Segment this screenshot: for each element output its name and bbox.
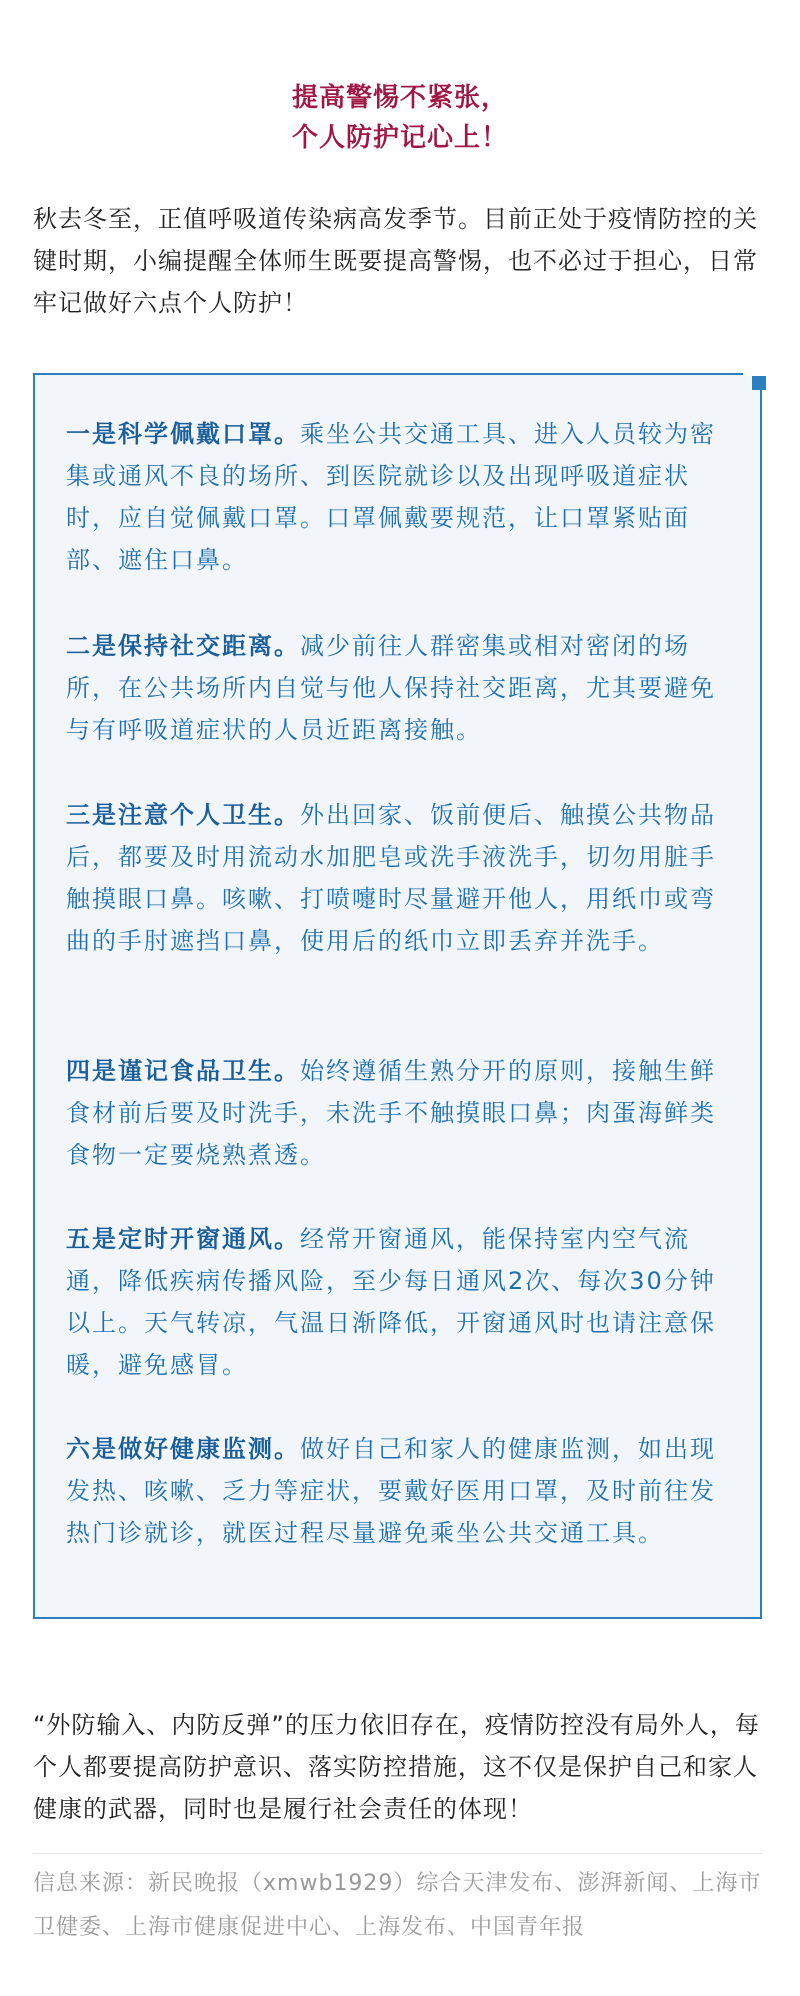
tip-5 xyxy=(66,1218,738,1386)
tip-3-lead: 三是注意个人卫生。 xyxy=(66,801,300,829)
box-corner-square xyxy=(752,376,766,390)
tip-4-lead: 四是谨记食品卫生。 xyxy=(66,1057,300,1085)
tip-2-body: 减少前往人群密集或相对密闭的场所，在公共场所内自觉与他人保持社交距离，尤其要避免与有呼吸道症状的人员近距离接触。 xyxy=(66,632,716,744)
tip-6-body: 做好自己和家人的健康监测，如出现发热、咳嗽、乏力等症状，要戴好医用口罩，及时前往发热门诊就诊，就医过程尽量避免乘坐公共交通工具。 xyxy=(66,1435,716,1547)
tip-1-lead: 一是科学佩戴口罩。 xyxy=(66,420,300,448)
tip-6-lead: 六是做好健康监测。 xyxy=(66,1435,300,1463)
tip-4-body: 始终遵循生熟分开的原则，接触生鲜食材前后要及时洗手，未洗手不触摸眼口鼻；肉蛋海鲜类食物一定要烧熟煮透。 xyxy=(66,1057,716,1169)
tip-5-lead: 五是定时开窗通风。 xyxy=(66,1225,300,1253)
tip-3 xyxy=(66,794,738,962)
tip-5-body: 经常开窗通风，能保持室内空气流通，降低疾病传播风险，至少每日通风2次、每次30分钟以上。天气转凉，气温日渐降低，开窗通风时也请注意保暖，避免感冒。 xyxy=(66,1225,716,1379)
tip-1 xyxy=(66,413,738,581)
intro-paragraph: 秋去冬至，正值呼吸道传染病高发季节。目前正处于疫情防控的关键时期，小编提醒全体师生既要提高警惕，也不必过于担心，日常牢记做好六点个人防护！ xyxy=(33,205,758,317)
source-divider xyxy=(33,1853,763,1854)
tip-2 xyxy=(66,625,738,751)
tip-4 xyxy=(66,1050,738,1176)
tip-2-lead: 二是保持社交距离。 xyxy=(66,632,300,660)
tip-3-body: 外出回家、饭前便后、触摸公共物品后，都要及时用流动水加肥皂或洗手液洗手，切勿用脏手触摸眼口鼻。咳嗽、打喷嚏时尽量避开他人，用纸巾或弯曲的手肘遮挡口鼻，使用后的纸巾立即丢弃并洗手。 xyxy=(66,801,716,955)
source-credit: 信息来源：新民晚报（xmwb1929）综合天津发布、澎湃新闻、上海市卫健委、上海市健康促进中心、上海发布、中国青年报 xyxy=(33,1871,762,1940)
tip-6 xyxy=(66,1428,738,1554)
tip-1-body: 乘坐公共交通工具、进入人员较为密集或通风不良的场所、到医院就诊以及出现呼吸道症状时，应自觉佩戴口罩。口罩佩戴要规范，让口罩紧贴面部、遮住口鼻。 xyxy=(66,420,716,574)
closing-paragraph: “外防输入、内防反弹”的压力依旧存在，疫情防控没有局外人，每个人都要提高防护意识、落实防控措施，这不仅是保护自己和家人健康的武器，同时也是履行社会责任的体现！ xyxy=(33,1711,760,1823)
headline-line-1: 提高警惕不紧张， xyxy=(291,83,508,113)
headline-line-2: 个人防护记心上！ xyxy=(291,123,508,153)
headline xyxy=(0,78,800,158)
